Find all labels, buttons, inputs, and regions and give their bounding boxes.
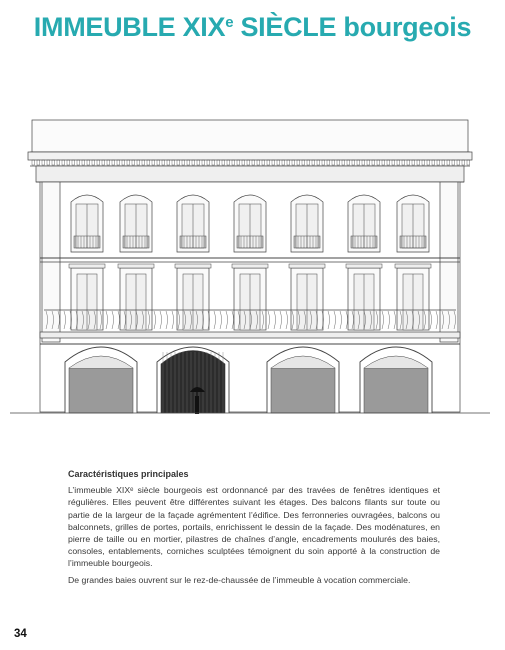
upper-floor-windows bbox=[71, 195, 429, 252]
paragraph-characteristics: L’immeuble XIXᵉ siècle bourgeois est ordonnancé par des travées de fenêtres identiques et régulières. Elles peuvent être différentes suivant les étages. Des balcons filants sur toute ou partie de la largeur de la façade agrémentent l’édifice. Des ferronneries ouvragées, balcons ou balconnets, grilles de portes, portails, enrichissent le dessin de la façade. Des modénatures, en pierre de taille ou en mortier, pilastres de chaînes d’angle, encadrements moulurés des baies, consoles, entablements, corniches sculptées témoignent du soin apporté à la construction de l’immeuble bourgeois. bbox=[68, 485, 440, 569]
page-number: 34 bbox=[14, 628, 27, 640]
paragraph-ground-floor: De grandes baies ouvrent sur le rez-de-chaussée de l’immeuble à vocation commerciale. bbox=[68, 574, 411, 585]
lower-floor-windows bbox=[69, 264, 431, 330]
building-facade-drawing bbox=[0, 112, 505, 420]
title-suffix: SIÈCLE bourgeois bbox=[233, 12, 472, 42]
shop-shutter bbox=[364, 368, 428, 413]
window-lintel bbox=[232, 264, 268, 268]
balcony-slab bbox=[40, 332, 460, 338]
roof-band bbox=[32, 120, 468, 152]
window-lintel bbox=[289, 264, 325, 268]
shop-shutter bbox=[69, 368, 133, 413]
window-lintel bbox=[346, 264, 382, 268]
cornice-dentils bbox=[32, 160, 470, 165]
window-lintel bbox=[395, 264, 431, 268]
window-lintel bbox=[69, 264, 105, 268]
window-lintel bbox=[118, 264, 154, 268]
title-superscript: e bbox=[225, 14, 234, 31]
iron-gate bbox=[161, 351, 225, 414]
title-prefix: IMMEUBLE XIX bbox=[33, 12, 226, 42]
text-block bbox=[68, 468, 440, 590]
section-heading: Caractéristiques principales bbox=[68, 469, 189, 479]
cornice bbox=[28, 152, 472, 160]
window-lintel bbox=[175, 264, 211, 268]
frieze bbox=[36, 166, 464, 182]
page-title bbox=[0, 12, 505, 43]
shop-shutter bbox=[271, 368, 335, 413]
